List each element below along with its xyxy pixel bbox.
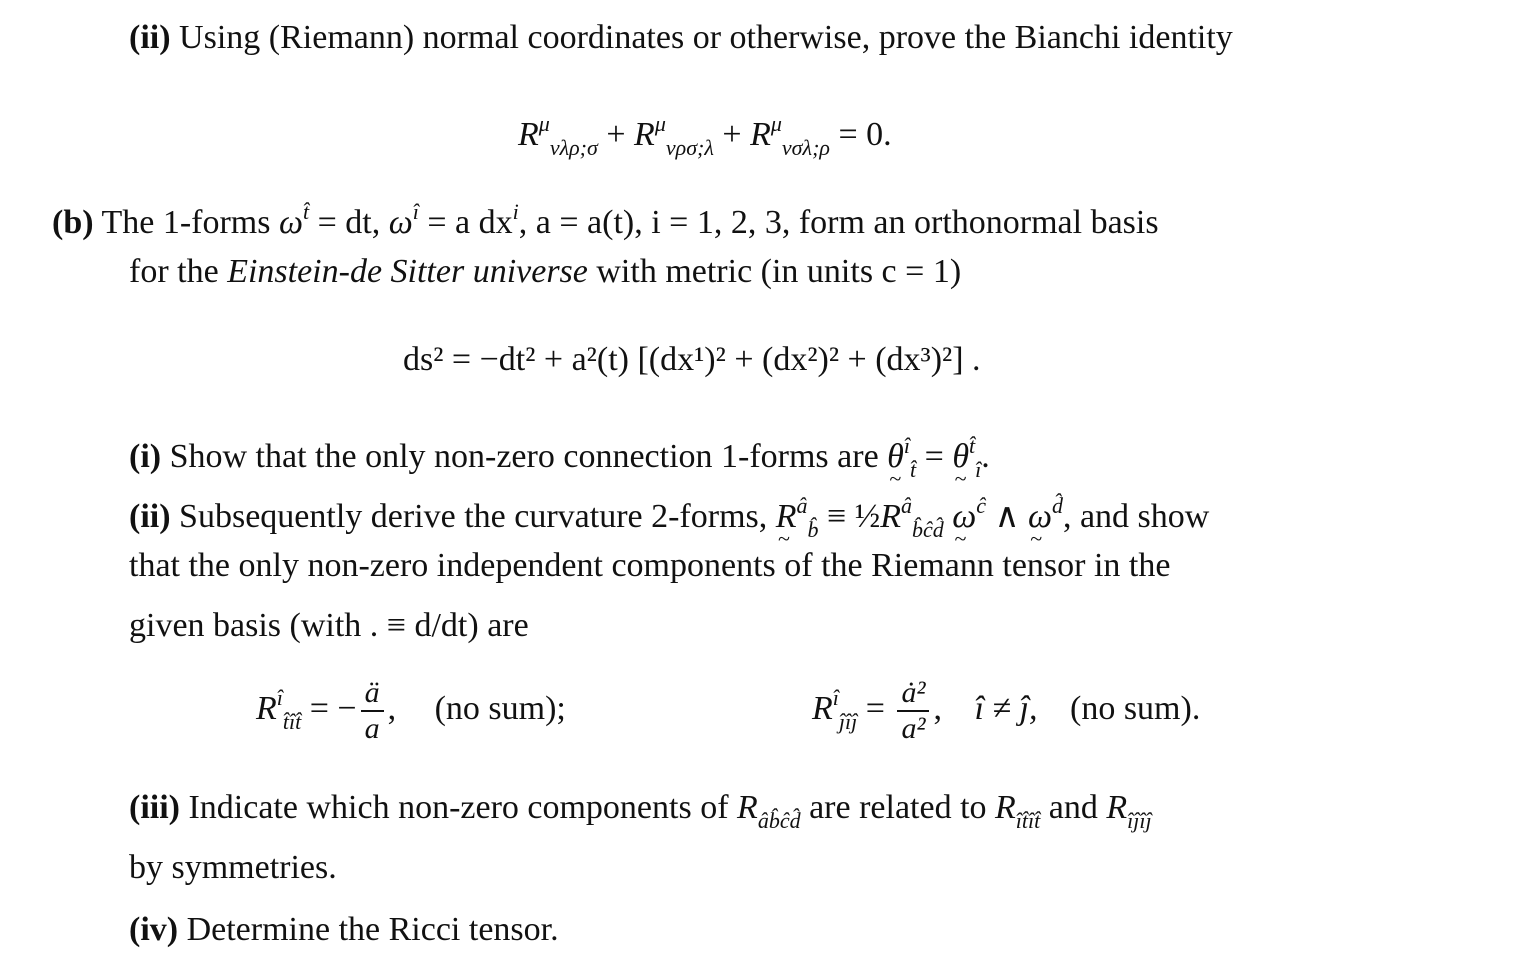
index-up: μ — [654, 111, 666, 136]
part-label: (iii) — [129, 789, 180, 826]
note: (no sum). — [1070, 689, 1201, 727]
part-label: (b) — [52, 204, 94, 241]
part-b-iv-line — [129, 910, 559, 950]
text: = dt, — [317, 204, 381, 241]
part-b-iii-line1: (iii) Indicate which non-zero components of $R_{âb̂ĉd̂}$ are related to $R_{ît̂ît̂}$ and $R_{îĵîĵ}$ — [129, 789, 1152, 833]
text: = a dx — [427, 204, 513, 241]
index-down: νλρ;σ — [549, 135, 598, 160]
index-up: μ — [770, 111, 782, 136]
index-down: νρσ;λ — [665, 135, 714, 160]
text: Indicate which non-zero components of — [188, 789, 729, 826]
equals-zero: = 0. — [838, 116, 892, 153]
part-label: (iv) — [129, 911, 179, 948]
italic-term: Einstein-de Sitter universe — [227, 253, 588, 290]
part-b-ii-line2: that the only non-zero independent components of the Riemann tensor in the — [129, 547, 1171, 584]
riemann-result-1: $R^î_{t̂ît̂}$ = − $\frac{ä}{a}$ , (no sum); — [256, 676, 566, 745]
text: , and show — [1062, 498, 1210, 535]
numerator: ȧ² — [897, 676, 929, 712]
part-b-i-line: (i) Show that the only non-zero connection 1-forms are θ ~$^î_{t̂}$ = θ ~$^{t̂}_î$. — [129, 426, 990, 490]
text: , a = a(t), i = 1, 2, 3, form an orthonormal basis — [518, 204, 1159, 241]
riemann-symbol: R — [750, 116, 771, 153]
text: for the — [129, 253, 219, 290]
numerator: ä — [361, 676, 384, 712]
index-down: νσλ;ρ — [781, 135, 830, 160]
part-label: (ii) — [129, 498, 171, 535]
bianchi-identity — [518, 104, 892, 168]
denominator: a² — [901, 712, 926, 745]
part-b-iii-line2: by symmetries. — [129, 849, 337, 886]
question-text: Show that the only non-zero connection 1-forms are — [169, 438, 879, 475]
fraction — [897, 676, 929, 746]
part-label: (ii) — [129, 19, 171, 56]
note: (no sum); — [434, 689, 566, 727]
plus-sign: + — [606, 116, 626, 153]
riemann-symbol: R — [634, 116, 655, 153]
part-b-ii-line3: given basis (with . ≡ d/dt) are — [129, 607, 529, 644]
question-text: Determine the Ricci tensor. — [186, 911, 559, 948]
riemann-result-2: $R^î_{ĵîĵ}$ = $\frac{\text{ȧ²}}{\text{a²}}$ , î ≠ ĵ, (no sum). — [812, 676, 1201, 745]
text: and — [1048, 789, 1098, 826]
part-b-line2 — [129, 252, 961, 292]
part-b-ii-line1: (ii) Subsequently derive the curvature 2-forms, R ~$^â_{b̂}$ ≡ $\frac{1}{2}R^â_{b̂ĉd̂}$ ω ~$^ĉ$ ∧ ω ~$^{d̂}$, and show — [129, 486, 1209, 550]
metric-equation: ds² = −dt² + a²(t) [(dx¹)² + (dx²)² + (dx³)²] . — [403, 341, 981, 378]
riemann-symbol: R — [518, 116, 539, 153]
part-b-line1: (b) The 1-forms $\omega^{t̂}$ = dt, $\omega^î = a$ $dx^i$, a = a(t), i = 1, 2, 3, form an orthonormal basis — [52, 199, 1159, 241]
text: The 1-forms — [101, 204, 271, 241]
text: are related to — [809, 789, 987, 826]
fraction — [361, 676, 384, 746]
riemann-symbol: R — [256, 689, 277, 727]
condition: î ≠ ĵ, — [974, 689, 1038, 727]
riemann-symbol: R — [812, 689, 833, 727]
denominator: a — [364, 712, 380, 745]
text: with metric (in units c = 1) — [596, 253, 962, 290]
part-label: (i) — [129, 438, 162, 475]
index-up: μ — [538, 111, 550, 136]
plus-sign: + — [722, 116, 742, 153]
part-a-ii-line — [129, 18, 1233, 58]
question-text: Using (Riemann) normal coordinates or otherwise, prove the Bianchi identity — [179, 19, 1233, 56]
text: Subsequently derive the curvature 2-forms, — [179, 498, 768, 535]
